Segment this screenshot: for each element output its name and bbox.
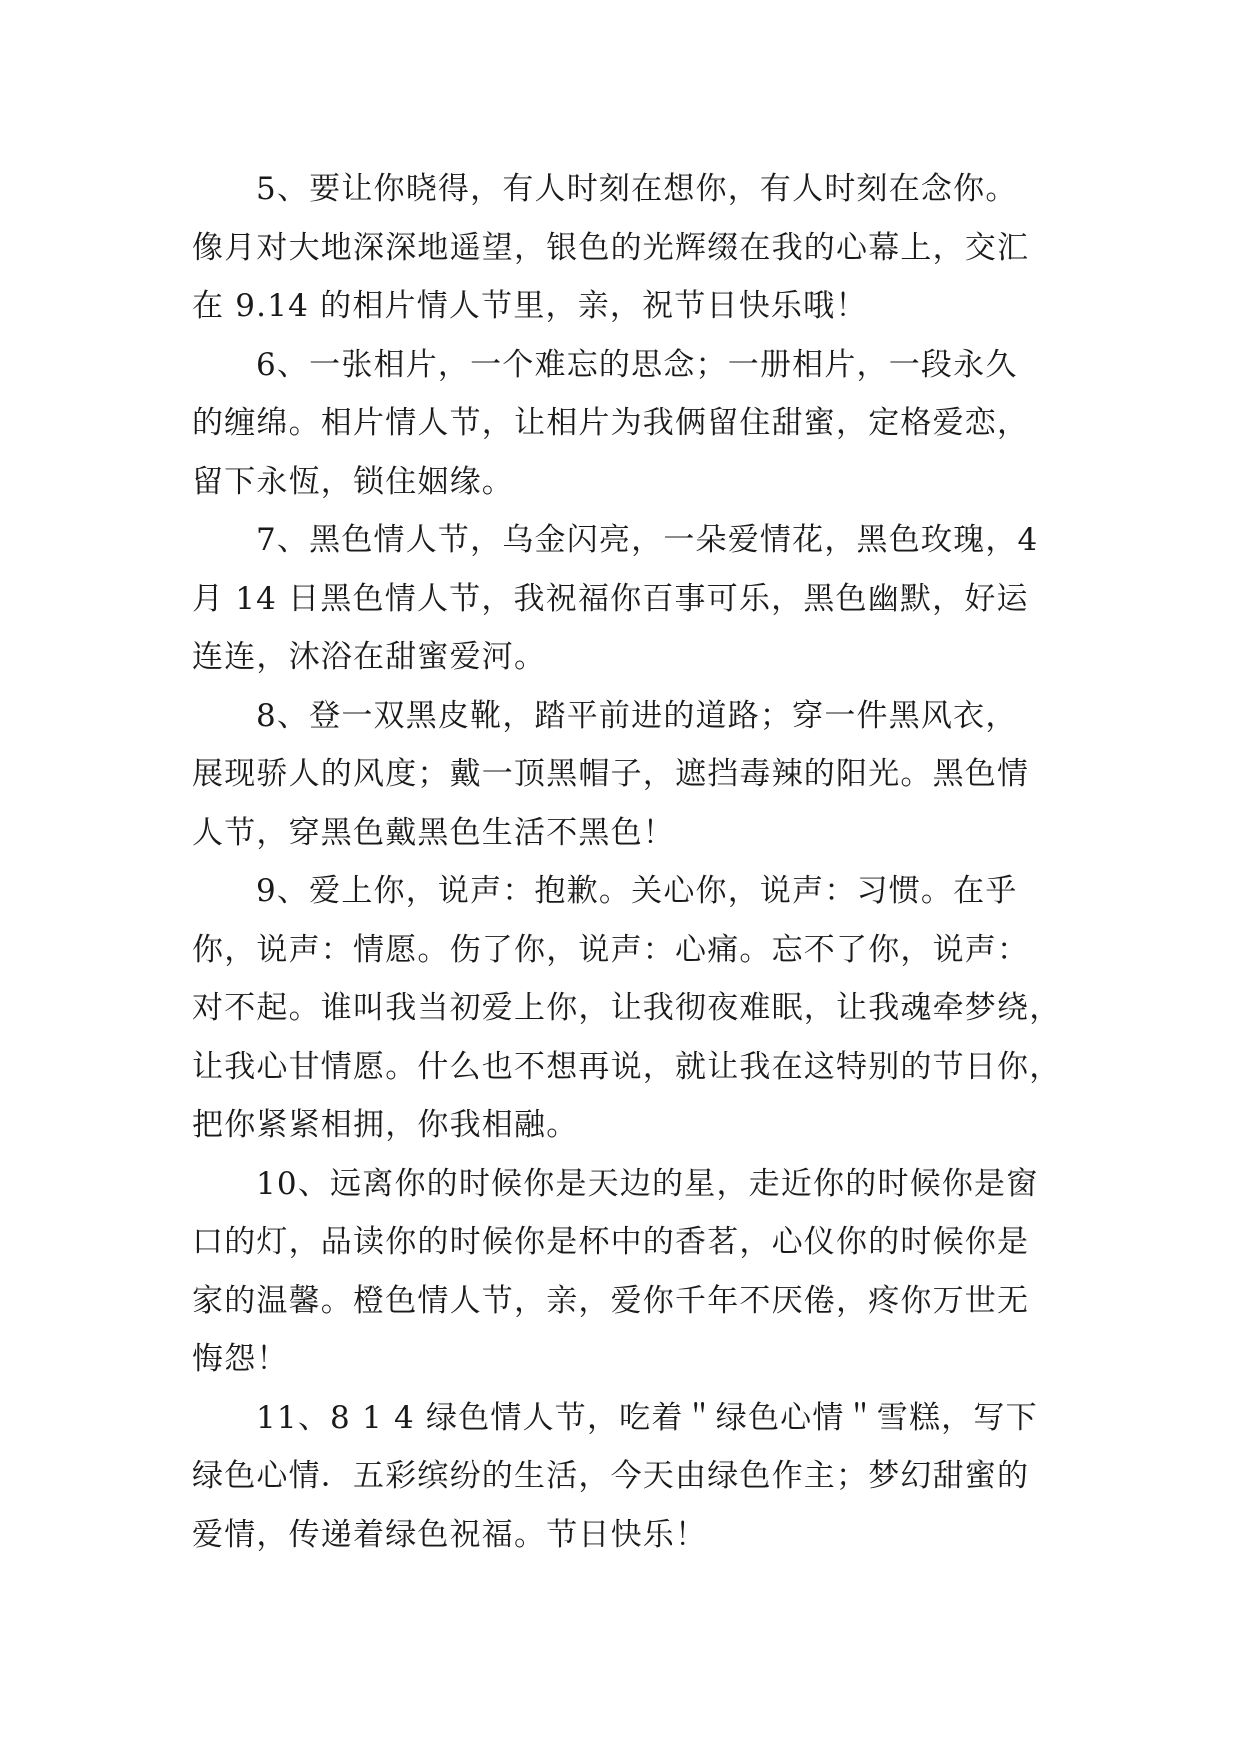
text-line: 连连，沐浴在甜蜜爱河。 bbox=[192, 639, 547, 675]
text-line: 9、爱上你，说声：抱歉。关心你，说声：习惯。在乎 bbox=[256, 873, 1018, 909]
text-line: 展现骄人的风度；戴一顶黑帽子，遮挡毒辣的阳光。黑色情 bbox=[192, 756, 1030, 792]
document-body bbox=[192, 160, 1062, 1564]
text-line: 对不起。谁叫我当初爱上你，让我彻夜难眠，让我魂牵梦绕， bbox=[192, 990, 1062, 1026]
text-line: 口的灯，品读你的时候你是杯中的香茗，心仪你的时候你是 bbox=[192, 1224, 1030, 1260]
paragraph bbox=[192, 1155, 1052, 1389]
text-line: 爱情，传递着绿色祝福。节日快乐！ bbox=[192, 1516, 708, 1553]
paragraph bbox=[192, 687, 1052, 863]
text-line: 在 9.14 的相片情人节里，亲，祝节日快乐哦！ bbox=[192, 288, 868, 324]
paragraph bbox=[192, 1389, 1052, 1565]
paragraph bbox=[192, 336, 1052, 512]
text-line: 11、8 1 4 绿色情人节，吃着＂绿色心情＂雪糕，写下 bbox=[256, 1399, 1038, 1436]
text-line: 月 14 日黑色情人节，我祝福你百事可乐，黑色幽默，好运 bbox=[192, 580, 1029, 617]
text-line: 你，说声：情愿。伤了你，说声：心痛。忘不了你，说声： bbox=[192, 931, 1030, 968]
text-line: 留下永恆，锁住姻缘。 bbox=[192, 463, 514, 500]
text-line: 5、要让你晓得，有人时刻在想你，有人时刻在念你。 bbox=[256, 171, 1018, 207]
text-line: 把你紧紧相拥，你我相融。 bbox=[192, 1107, 579, 1143]
text-line: 10、远离你的时候你是天边的星，走近你的时候你是窗 bbox=[256, 1165, 1039, 1202]
text-line: 6、一张相片，一个难忘的思念；一册相片，一段永久 bbox=[256, 346, 1018, 383]
text-line: 人节，穿黑色戴黑色生活不黑色！ bbox=[192, 814, 675, 851]
paragraph bbox=[192, 511, 1052, 687]
text-line: 8、登一双黑皮靴，踏平前进的道路；穿一件黑风衣， bbox=[256, 697, 1018, 734]
paragraph bbox=[192, 862, 1062, 1155]
text-line: 像月对大地深深地遥望，银色的光辉缀在我的心幕上，交汇 bbox=[192, 229, 1030, 266]
text-line: 让我心甘情愿。什么也不想再说，就让我在这特别的节日你， bbox=[192, 1048, 1062, 1085]
text-line: 的缠绵。相片情人节，让相片为我俩留住甜蜜，定格爱恋， bbox=[192, 405, 1030, 441]
text-line: 悔怨！ bbox=[192, 1341, 289, 1377]
text-line: 7、黑色情人节，乌金闪亮，一朵爱情花，黑色玫瑰，4 bbox=[256, 522, 1039, 558]
paragraph bbox=[192, 160, 1052, 336]
text-line: 绿色心情．五彩缤纷的生活，今天由绿色作主；梦幻甜蜜的 bbox=[192, 1458, 1030, 1494]
text-line: 家的温馨。橙色情人节，亲，爱你千年不厌倦，疼你万世无 bbox=[192, 1282, 1030, 1319]
